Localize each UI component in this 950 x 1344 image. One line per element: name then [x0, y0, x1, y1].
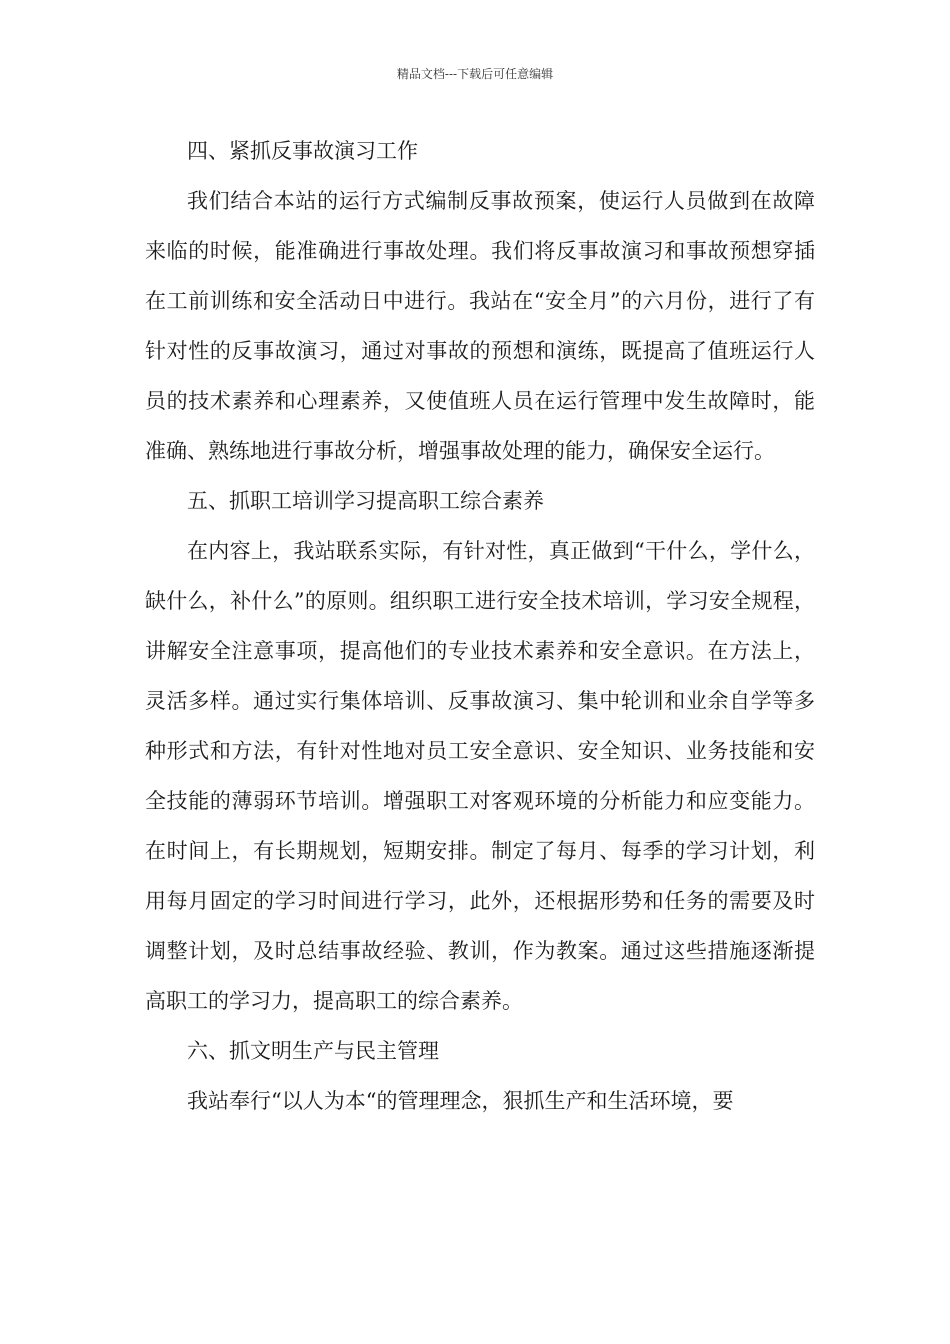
section-paragraph: 在内容上，我站联系实际，有针对性，真正做到“干什么，学什么，缺什么，补什么”的原则。组织职工进行安全技术培训，学习安全规程，讲解安全注意事项，提高他们的专业技术素养和安全意识。在方法上，灵活多样。通过实行集体培训、反事故演习、集中轮训和业余自学等多种形式和方法，有针对性地对员工安全意识、安全知识、业务技能和安全技能的薄弱环节培训。增强职工对客观环境的分析能力和应变能力。在时间上，有长期规划，短期安排。制定了每月、每季的学习计划，利用每月固定的学习时间进行学习，此外，还根据形势和任务的需要及时调整计划，及时总结事故经验、教训，作为教案。通过这些措施逐渐提高职工的学习力，提高职工的综合素养。 [145, 539, 815, 1013]
section-heading: 六、抓文明生产与民主管理 [187, 1039, 439, 1063]
section-paragraph: 我站奉行“以人为本“的管理理念，狠抓生产和生活环境，要 [187, 1089, 734, 1113]
section-heading: 四、紧抓反事故演习工作 [187, 139, 418, 163]
page-header: 精品文档---下载后可任意编辑 [396, 67, 554, 81]
section-paragraph: 我们结合本站的运行方式编制反事故预案，使运行人员做到在故障来临的时候，能准确进行事故处理。我们将反事故演习和事故预想穿插在工前训练和安全活动日中进行。我站在“安全月”的六月份，进行了有针对性的反事故演习，通过对事故的预想和演练，既提高了值班运行人员的技术素养和心理素养，又使值班人员在运行管理中发生故障时，能准确、熟练地进行事故分析，增强事故处理的能力，确保安全运行。 [145, 189, 815, 463]
section-heading: 五、抓职工培训学习提高职工综合素养 [187, 489, 544, 513]
document-body [145, 126, 815, 1126]
